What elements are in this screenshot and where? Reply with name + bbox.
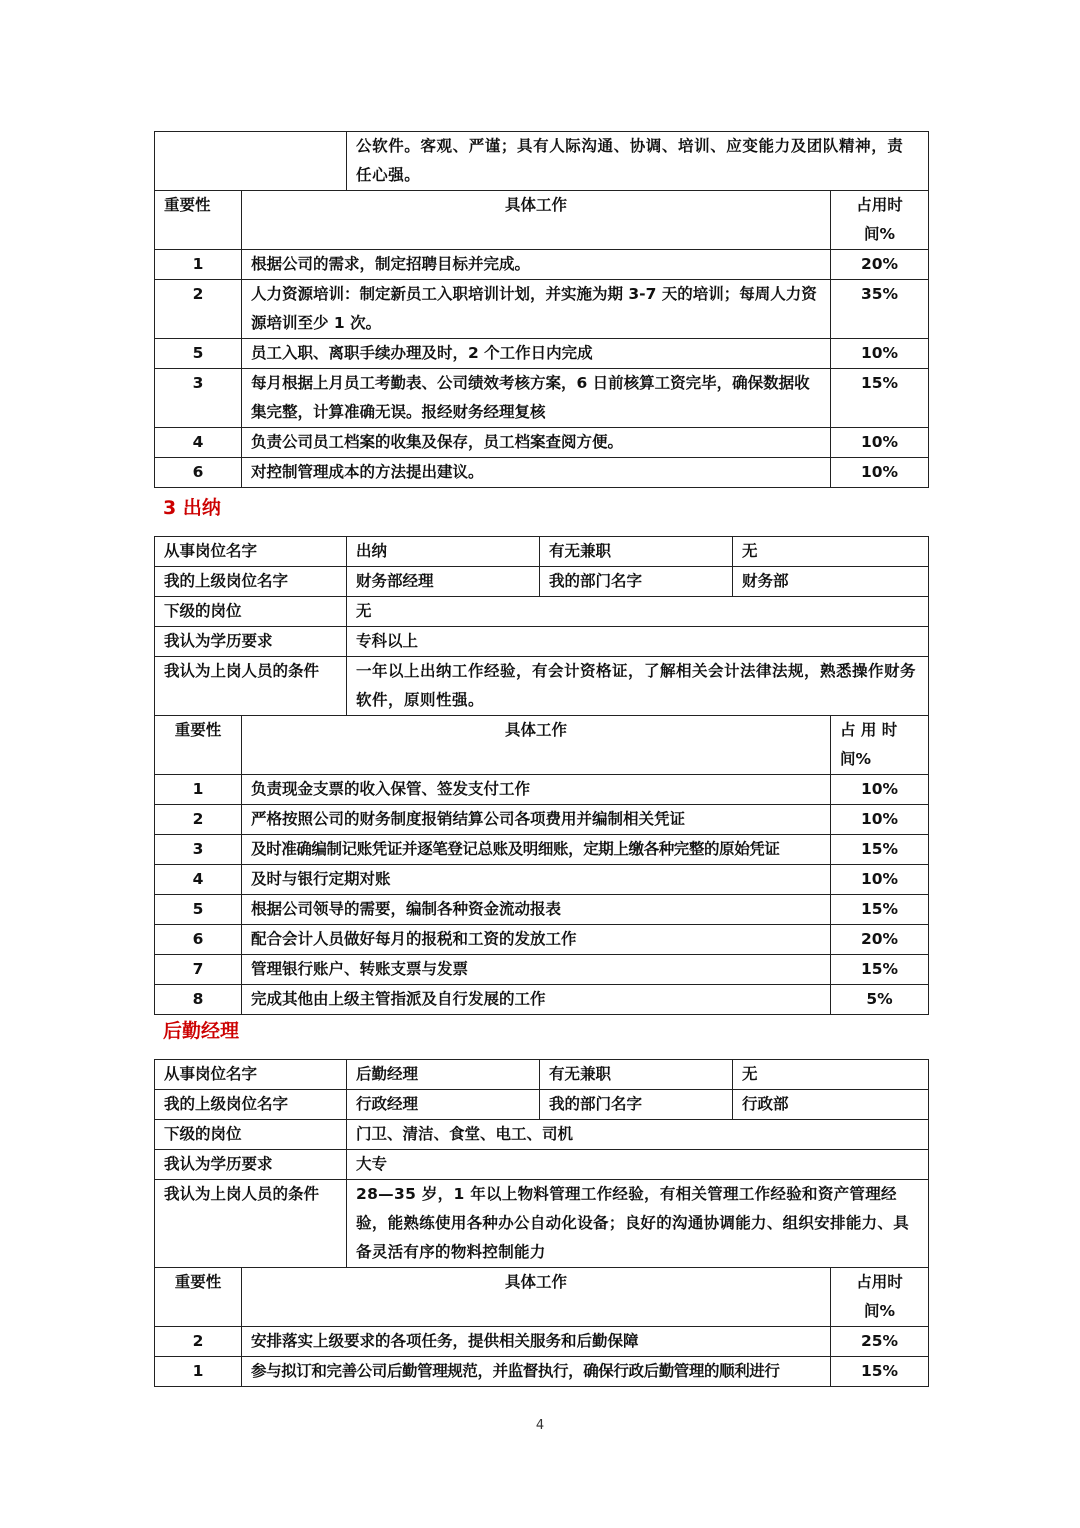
pct-cell: 20% bbox=[831, 925, 929, 955]
time-header-line2: 间% bbox=[863, 225, 896, 243]
dept-value: 财务部 bbox=[733, 567, 929, 597]
superior-label: 我的上级岗位名字 bbox=[155, 567, 347, 597]
parttime-label: 有无兼职 bbox=[540, 537, 733, 567]
info-row bbox=[155, 1120, 929, 1150]
table-row bbox=[155, 985, 929, 1015]
info-row bbox=[155, 1180, 929, 1268]
conditions-label-cell bbox=[155, 132, 347, 191]
task-cell: 负责公司员工档案的收集及保存，员工档案查阅方便。 bbox=[242, 428, 831, 458]
importance-header: 重要性 bbox=[155, 716, 242, 775]
work-header: 具体工作 bbox=[242, 1268, 831, 1327]
table-row bbox=[155, 805, 929, 835]
pct-cell: 35% bbox=[831, 280, 929, 339]
task-cell: 及时与银行定期对账 bbox=[242, 865, 831, 895]
superior-label: 我的上级岗位名字 bbox=[155, 1090, 347, 1120]
conditions-cont-cell: 公软件。客观、严谨；具有人际沟通、协调、培训、应变能力及团队精神，责任心强。 bbox=[347, 132, 929, 191]
conditions-value: 28—35 岁，1 年以上物料管理工作经验，有相关管理工作经验和资产管理经验，能熟练使用各种办公自动化设备；良好的沟通协调能力、组织安排能力、具备灵活有序的物料控制能力 bbox=[347, 1180, 929, 1268]
rank-cell: 4 bbox=[155, 428, 242, 458]
education-label: 我认为学历要求 bbox=[155, 627, 347, 657]
info-row bbox=[155, 627, 929, 657]
cashier-table bbox=[154, 536, 929, 1015]
time-header-line2: 间% bbox=[840, 750, 872, 768]
time-header bbox=[831, 191, 929, 250]
logistics-table bbox=[154, 1059, 929, 1387]
info-row bbox=[155, 1060, 929, 1090]
education-label: 我认为学历要求 bbox=[155, 1150, 347, 1180]
pct-cell: 15% bbox=[831, 369, 929, 428]
time-header-line1: 占用时 bbox=[856, 196, 903, 214]
table-row bbox=[155, 250, 929, 280]
task-cell: 根据公司领导的需要，编制各种资金流动报表 bbox=[242, 895, 831, 925]
page-number: 4 bbox=[535, 1418, 545, 1433]
position-value: 后勤经理 bbox=[347, 1060, 540, 1090]
rank-cell: 6 bbox=[155, 925, 242, 955]
work-header: 具体工作 bbox=[242, 191, 831, 250]
position-value: 出纳 bbox=[347, 537, 540, 567]
hr-duties-table bbox=[154, 131, 929, 488]
pct-cell: 15% bbox=[831, 835, 929, 865]
info-row bbox=[155, 1090, 929, 1120]
rank-cell: 1 bbox=[155, 775, 242, 805]
table-row bbox=[155, 925, 929, 955]
task-cell: 配合会计人员做好每月的报税和工资的发放工作 bbox=[242, 925, 831, 955]
task-cell: 负责现金支票的收入保管、签发支付工作 bbox=[242, 775, 831, 805]
pct-cell: 10% bbox=[831, 775, 929, 805]
duties-header-row bbox=[155, 1268, 929, 1327]
superior-value: 财务部经理 bbox=[347, 567, 540, 597]
pct-cell: 15% bbox=[831, 1357, 929, 1387]
subordinate-value: 无 bbox=[347, 597, 929, 627]
rank-cell: 5 bbox=[155, 895, 242, 925]
conditions-value: 一年以上出纳工作经验，有会计资格证，了解相关会计法律法规，熟悉操作财务软件，原则性强。 bbox=[347, 657, 929, 716]
table-row bbox=[155, 428, 929, 458]
table-row bbox=[155, 895, 929, 925]
dept-label: 我的部门名字 bbox=[540, 1090, 733, 1120]
conditions-label: 我认为上岗人员的条件 bbox=[155, 657, 347, 716]
table-row bbox=[155, 1357, 929, 1387]
table-row bbox=[155, 280, 929, 339]
conditions-label: 我认为上岗人员的条件 bbox=[155, 1180, 347, 1268]
task-cell: 根据公司的需求，制定招聘目标并完成。 bbox=[242, 250, 831, 280]
work-header: 具体工作 bbox=[242, 716, 831, 775]
dept-value: 行政部 bbox=[733, 1090, 929, 1120]
subordinate-label: 下级的岗位 bbox=[155, 597, 347, 627]
table-row bbox=[155, 865, 929, 895]
task-cell: 员工入职、离职手续办理及时，2 个工作日内完成 bbox=[242, 339, 831, 369]
parttime-label: 有无兼职 bbox=[540, 1060, 733, 1090]
pct-cell: 10% bbox=[831, 805, 929, 835]
task-cell: 参与拟订和完善公司后勤管理规范，并监督执行，确保行政后勤管理的顺利进行 bbox=[242, 1357, 831, 1387]
rank-cell: 1 bbox=[155, 250, 242, 280]
rank-cell: 6 bbox=[155, 458, 242, 488]
task-cell: 每月根据上月员工考勤表、公司绩效考核方案，6 日前核算工资完毕，确保数据收集完整，计算准确无误。报经财务经理复核 bbox=[242, 369, 831, 428]
time-header-line2: 间% bbox=[864, 1302, 896, 1320]
task-cell: 人力资源培训：制定新员工入职培训计划，并实施为期 3-7 天的培训；每周人力资源培训至少 1 次。 bbox=[242, 280, 831, 339]
table-row bbox=[155, 835, 929, 865]
rank-cell: 3 bbox=[155, 369, 242, 428]
table-row bbox=[155, 369, 929, 428]
position-label: 从事岗位名字 bbox=[155, 537, 347, 567]
section-title-cashier: 3 出纳 bbox=[163, 497, 221, 519]
table-row bbox=[155, 339, 929, 369]
table-row bbox=[155, 955, 929, 985]
importance-header: 重要性 bbox=[155, 1268, 242, 1327]
rank-cell: 4 bbox=[155, 865, 242, 895]
task-cell: 管理银行账户、转账支票与发票 bbox=[242, 955, 831, 985]
pct-cell: 10% bbox=[831, 428, 929, 458]
pct-cell: 15% bbox=[831, 895, 929, 925]
rank-cell: 8 bbox=[155, 985, 242, 1015]
time-header-line1: 占用时 bbox=[856, 1273, 903, 1291]
section-title-logistics: 后勤经理 bbox=[163, 1020, 240, 1042]
rank-cell: 2 bbox=[155, 280, 242, 339]
pct-cell: 15% bbox=[831, 955, 929, 985]
pct-cell: 20% bbox=[831, 250, 929, 280]
rank-cell: 7 bbox=[155, 955, 242, 985]
info-row bbox=[155, 1150, 929, 1180]
subordinate-value: 门卫、清洁、食堂、电工、司机 bbox=[347, 1120, 929, 1150]
rank-cell: 3 bbox=[155, 835, 242, 865]
pct-cell: 10% bbox=[831, 865, 929, 895]
parttime-value: 无 bbox=[733, 1060, 929, 1090]
duties-header-row bbox=[155, 716, 929, 775]
superior-value: 行政经理 bbox=[347, 1090, 540, 1120]
time-header bbox=[831, 716, 929, 775]
pct-cell: 10% bbox=[831, 458, 929, 488]
conditions-cont-row bbox=[155, 132, 929, 191]
education-value: 大专 bbox=[347, 1150, 929, 1180]
rank-cell: 2 bbox=[155, 1327, 242, 1357]
rank-cell: 1 bbox=[155, 1357, 242, 1387]
table-row bbox=[155, 1327, 929, 1357]
info-row bbox=[155, 537, 929, 567]
pct-cell: 5% bbox=[831, 985, 929, 1015]
pct-cell: 10% bbox=[831, 339, 929, 369]
importance-header: 重要性 bbox=[155, 191, 242, 250]
rank-cell: 5 bbox=[155, 339, 242, 369]
position-label: 从事岗位名字 bbox=[155, 1060, 347, 1090]
time-header bbox=[831, 1268, 929, 1327]
dept-label: 我的部门名字 bbox=[540, 567, 733, 597]
info-row bbox=[155, 567, 929, 597]
task-cell: 安排落实上级要求的各项任务，提供相关服务和后勤保障 bbox=[242, 1327, 831, 1357]
table-row bbox=[155, 458, 929, 488]
duties-header-row bbox=[155, 191, 929, 250]
info-row bbox=[155, 657, 929, 716]
task-cell: 及时准确编制记账凭证并逐笔登记总账及明细账，定期上缴各种完整的原始凭证 bbox=[242, 835, 831, 865]
task-cell: 对控制管理成本的方法提出建议。 bbox=[242, 458, 831, 488]
pct-cell: 25% bbox=[831, 1327, 929, 1357]
subordinate-label: 下级的岗位 bbox=[155, 1120, 347, 1150]
task-cell: 完成其他由上级主管指派及自行发展的工作 bbox=[242, 985, 831, 1015]
rank-cell: 2 bbox=[155, 805, 242, 835]
time-header-line1: 占 用 时 bbox=[840, 721, 898, 739]
education-value: 专科以上 bbox=[347, 627, 929, 657]
info-row bbox=[155, 597, 929, 627]
task-cell: 严格按照公司的财务制度报销结算公司各项费用并编制相关凭证 bbox=[242, 805, 831, 835]
parttime-value: 无 bbox=[733, 537, 929, 567]
table-row bbox=[155, 775, 929, 805]
